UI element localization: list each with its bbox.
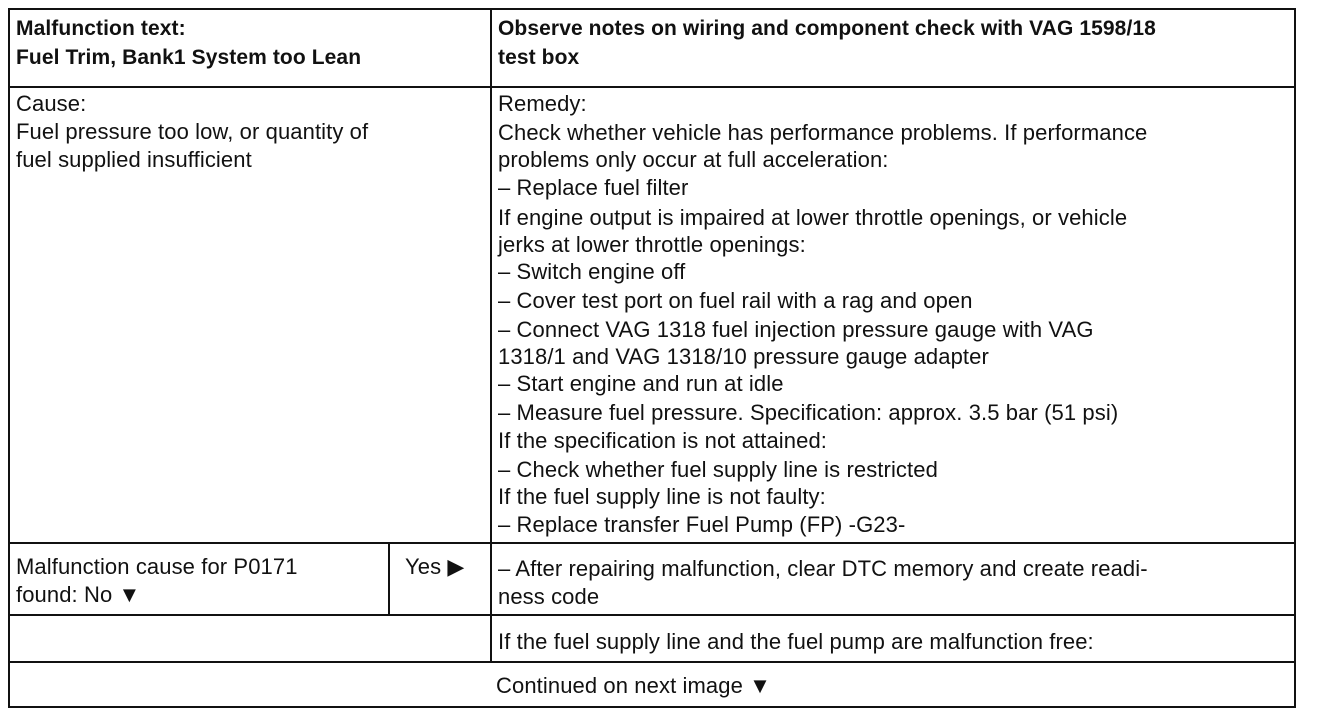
- wiring-notes-heading: Observe notes on wiring and component check with VAG 1598/18: [498, 17, 1156, 40]
- table-border-bottom: [8, 706, 1296, 708]
- table-border-left: [8, 8, 10, 708]
- row-divider: [8, 542, 1296, 544]
- table-border-top: [8, 8, 1296, 10]
- decision-no-branch: found: No ▼: [16, 582, 141, 607]
- remedy-line: If engine output is impaired at lower throttle openings, or vehicle: [498, 205, 1128, 230]
- column-divider: [490, 8, 492, 663]
- row-divider: [8, 86, 1296, 88]
- cause-label: Cause:: [16, 91, 87, 116]
- malfunction-text-label: Malfunction text:: [16, 17, 186, 40]
- next-condition: If the fuel supply line and the fuel pump are malfunction free:: [498, 629, 1094, 654]
- row-divider: [8, 661, 1296, 663]
- remedy-step-cont: 1318/1 and VAG 1318/10 pressure gauge adapter: [498, 344, 989, 369]
- table-border-right: [1294, 8, 1296, 708]
- wiring-notes-heading-cont: test box: [498, 46, 580, 69]
- remedy-step: – Measure fuel pressure. Specification: approx. 3.5 bar (51 psi): [498, 400, 1119, 425]
- remedy-step: – Switch engine off: [498, 259, 686, 284]
- remedy-step: – Replace fuel filter: [498, 175, 689, 200]
- remedy-line: If the fuel supply line is not faulty:: [498, 484, 826, 509]
- remedy-label: Remedy:: [498, 91, 587, 116]
- cause-text-line: Fuel pressure too low, or quantity of: [16, 119, 369, 144]
- remedy-line: If the specification is not attained:: [498, 428, 828, 453]
- remedy-step: – Cover test port on fuel rail with a rag and open: [498, 288, 973, 313]
- decision-action-cont: ness code: [498, 584, 600, 609]
- remedy-step: – Start engine and run at idle: [498, 371, 784, 396]
- decision-yes-branch: Yes ▶: [405, 554, 465, 579]
- remedy-step: – Check whether fuel supply line is restricted: [498, 457, 938, 482]
- continued-note: Continued on next image ▼: [496, 673, 771, 698]
- malfunction-text-value: Fuel Trim, Bank1 System too Lean: [16, 46, 362, 69]
- decision-action: – After repairing malfunction, clear DTC memory and create readi-: [498, 556, 1148, 581]
- remedy-line: jerks at lower throttle openings:: [498, 232, 806, 257]
- remedy-line: Check whether vehicle has performance problems. If performance: [498, 120, 1148, 145]
- column-divider: [388, 542, 390, 616]
- remedy-step: – Connect VAG 1318 fuel injection pressure gauge with VAG: [498, 317, 1094, 342]
- remedy-step: – Replace transfer Fuel Pump (FP) -G23-: [498, 512, 906, 537]
- decision-question: Malfunction cause for P0171: [16, 554, 298, 579]
- remedy-line: problems only occur at full acceleration:: [498, 147, 889, 172]
- row-divider: [8, 614, 1296, 616]
- cause-text-line: fuel supplied insufficient: [16, 147, 252, 172]
